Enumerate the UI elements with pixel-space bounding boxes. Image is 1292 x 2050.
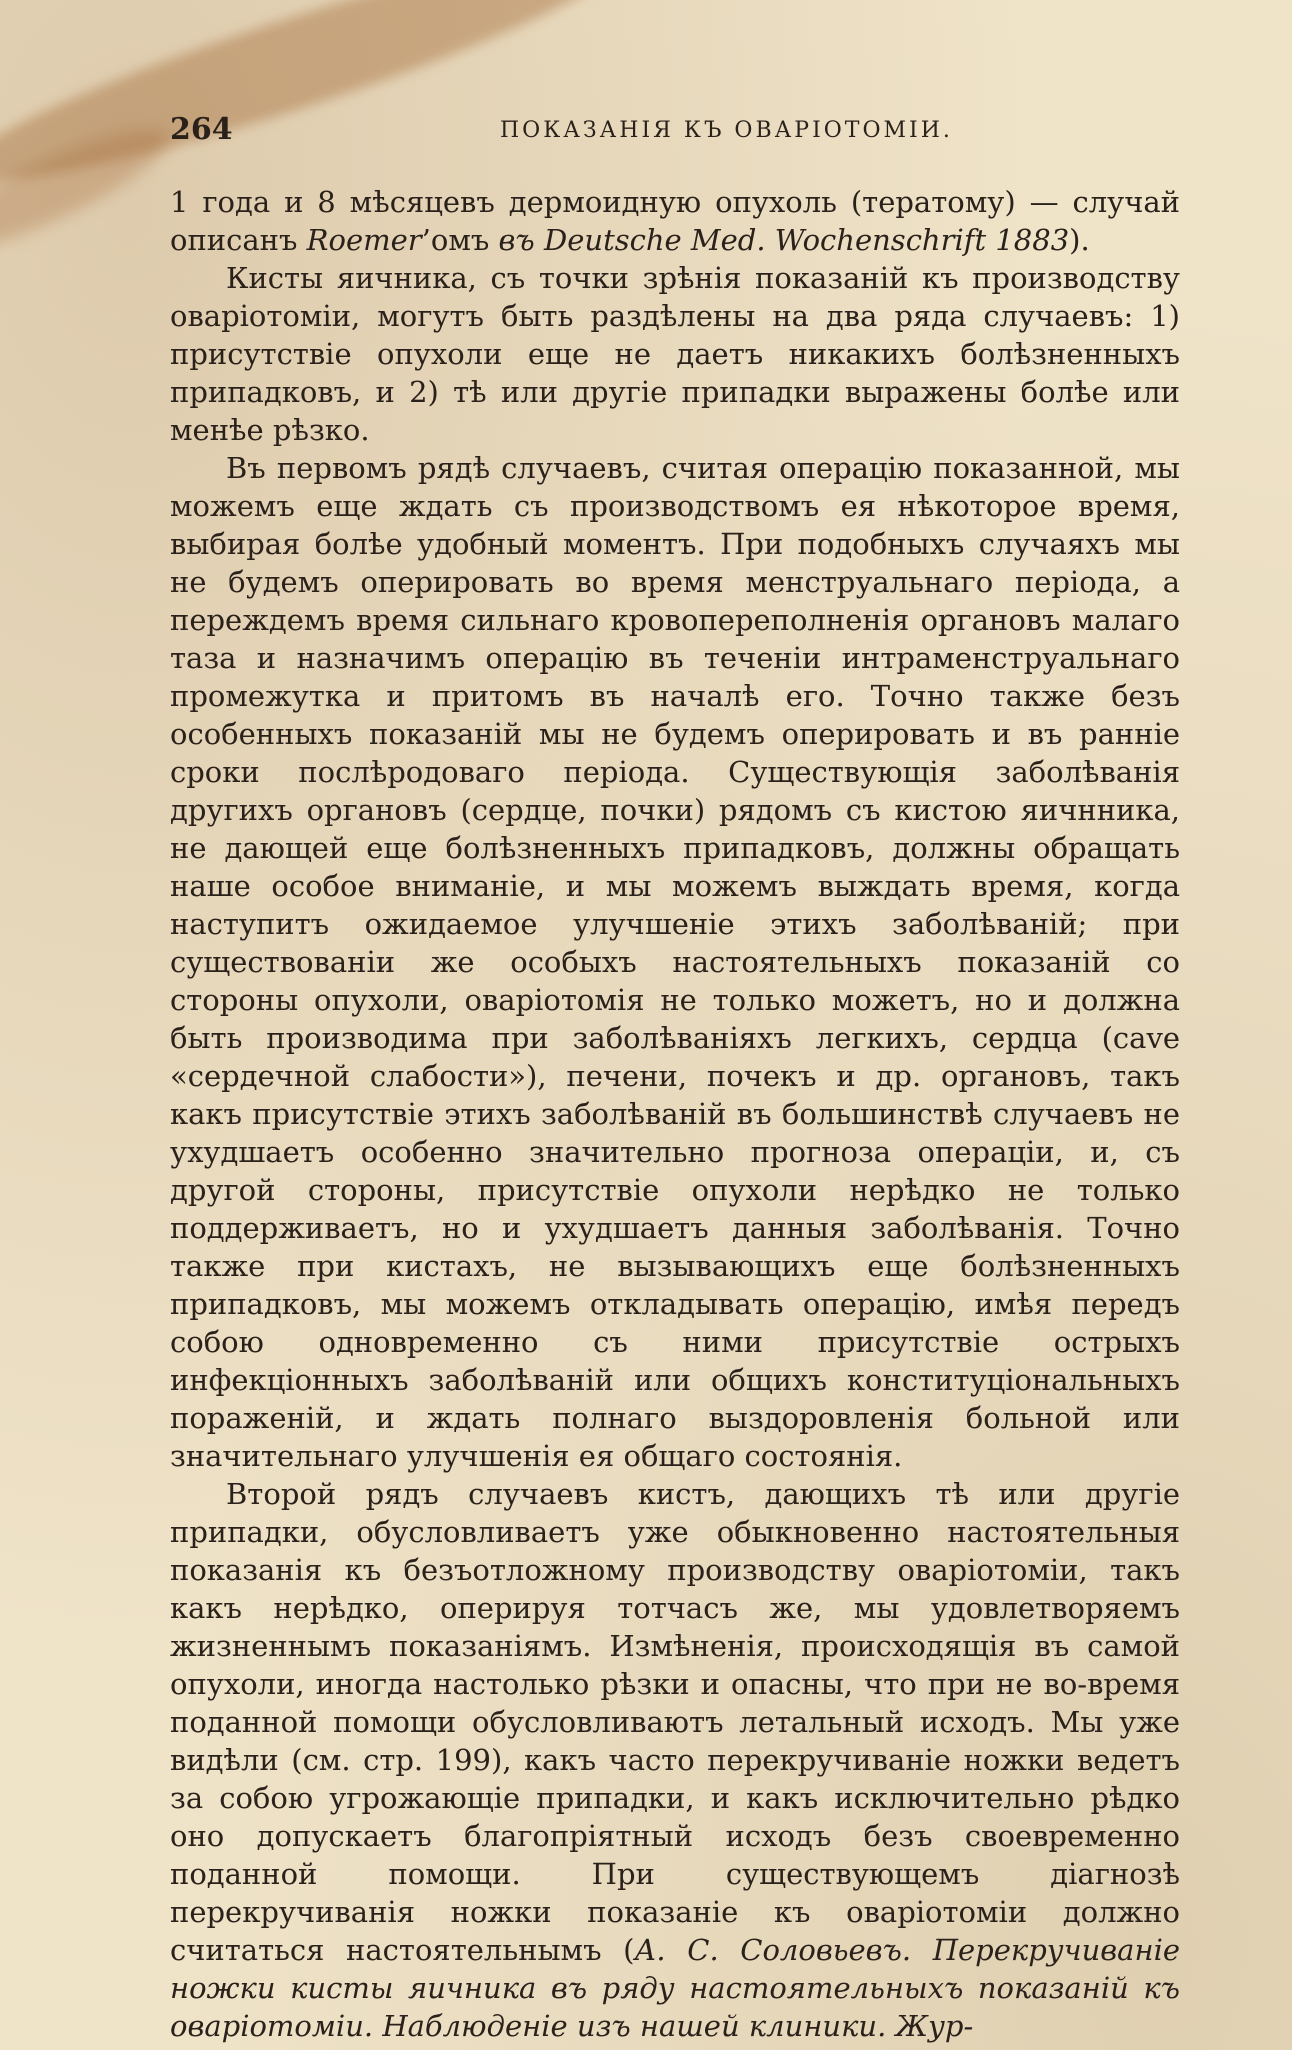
paragraph — [170, 1475, 1180, 2045]
body-text — [170, 183, 1180, 2045]
paragraph-text: Второй рядъ случаевъ кистъ, дающихъ тѣ или другіе припадки, обусловливаетъ уже обыкновенно настоятельныя показанія къ безъотложному производству оваріотоміи, такъ какъ нерѣдко, оперируя тотчасъ же, мы удовлетворяемъ жизненнымъ показаніямъ. Измѣненія, происходящія въ самой опухоли, иногда настолько рѣзки и опасны, что при не во-время поданной помощи обусловливаютъ летальный исходъ. Мы уже видѣли (см. стр. 199), какъ часто перекручиваніе ножки ведетъ за собою угрожающіе припадки, и какъ исключительно рѣдко оно допускаетъ благопріятный исходъ безъ своевременно поданной помощи. При существующемъ діагнозѣ перекручиванія ножки показаніе къ оваріотоміи должно считаться настоятельнымъ ( — [170, 1477, 1180, 1967]
author-name: Roemer — [306, 223, 422, 257]
paragraph: Въ первомъ рядѣ случаевъ, считая операцію показанной, мы можемъ еще ждать съ производствомъ ея нѣкоторое время, выбирая болѣе удобный моментъ. При подобныхъ случаяхъ мы не будемъ оперировать во время менструальнаго періода, а переждемъ время сильнаго кровопереполненія органовъ малаго таза и назначимъ операцію въ теченіи интраменструальнаго промежутка и притомъ въ началѣ его. Точно также безъ особенныхъ показаній мы не будемъ оперировать и въ ранніе сроки послѣродоваго періода. Существующія заболѣванія другихъ органовъ (сердце, почки) рядомъ съ кистою яичнника, не дающей еще болѣзненныхъ припадковъ, должны обращать наше особое вниманіе, и мы можемъ выждать время, когда наступитъ ожидаемое улучшеніе этихъ заболѣваній; при существованіи же особыхъ настоятельныхъ показаній со стороны опухоли, оваріотомія не только можетъ, но и должна быть производима при заболѣваніяхъ легкихъ, сердца (cave «сердечной слабости»), печени, почекъ и др. органовъ, такъ какъ присутствіе этихъ заболѣваній въ большинствѣ случаевъ не ухудшаетъ особенно значительно прогноза операціи, и, съ другой стороны, присутствіе опухоли нерѣдко не только поддерживаетъ, но и ухудшаетъ данныя заболѣванія. Точно также при кистахъ, не вызывающихъ еще болѣзненныхъ припадковъ, мы можемъ откладывать операцію, имѣя передъ собою одновременно съ ними присутствіе острыхъ инфекціонныхъ заболѣваній или общихъ конституціональныхъ пораженій, и ждать полнаго выздоровленія больной или значительнаго улучшенія ея общаго состоянія. — [170, 451, 1180, 1473]
citation: А. С. Соловьевъ. Перекручиваніе ножки кисты яичника въ ряду настоятельныхъ показаній къ оваріотоміи. Наблюденіе изъ нашей клиники. Жур- — [170, 1933, 1180, 2043]
citation: въ Deutsche Med. Wochenschrift 1883 — [498, 223, 1070, 257]
paragraph-continuation — [170, 183, 1180, 259]
paragraph-text: 1 года и 8 мѣсяцевъ дермоидную опухоль (тератому) — случай описанъ — [170, 185, 1180, 257]
page-number: 264 — [170, 112, 233, 147]
paragraph-text: ’омъ — [421, 223, 499, 257]
paragraph: Кисты яичника, съ точки зрѣнія показаній къ производству оваріотоміи, могутъ быть раздѣлены на два ряда случаевъ: 1) присутствіе опухоли еще не даетъ никакихъ болѣзненныхъ припадковъ, и 2) тѣ или другіе припадки выражены болѣе или менѣе рѣзко. — [170, 261, 1180, 447]
running-title: ПОКАЗАНІЯ КЪ ОВАРІОТОМІИ. — [500, 118, 953, 143]
page-header — [170, 112, 1180, 152]
paragraph-text: ). — [1069, 223, 1090, 257]
